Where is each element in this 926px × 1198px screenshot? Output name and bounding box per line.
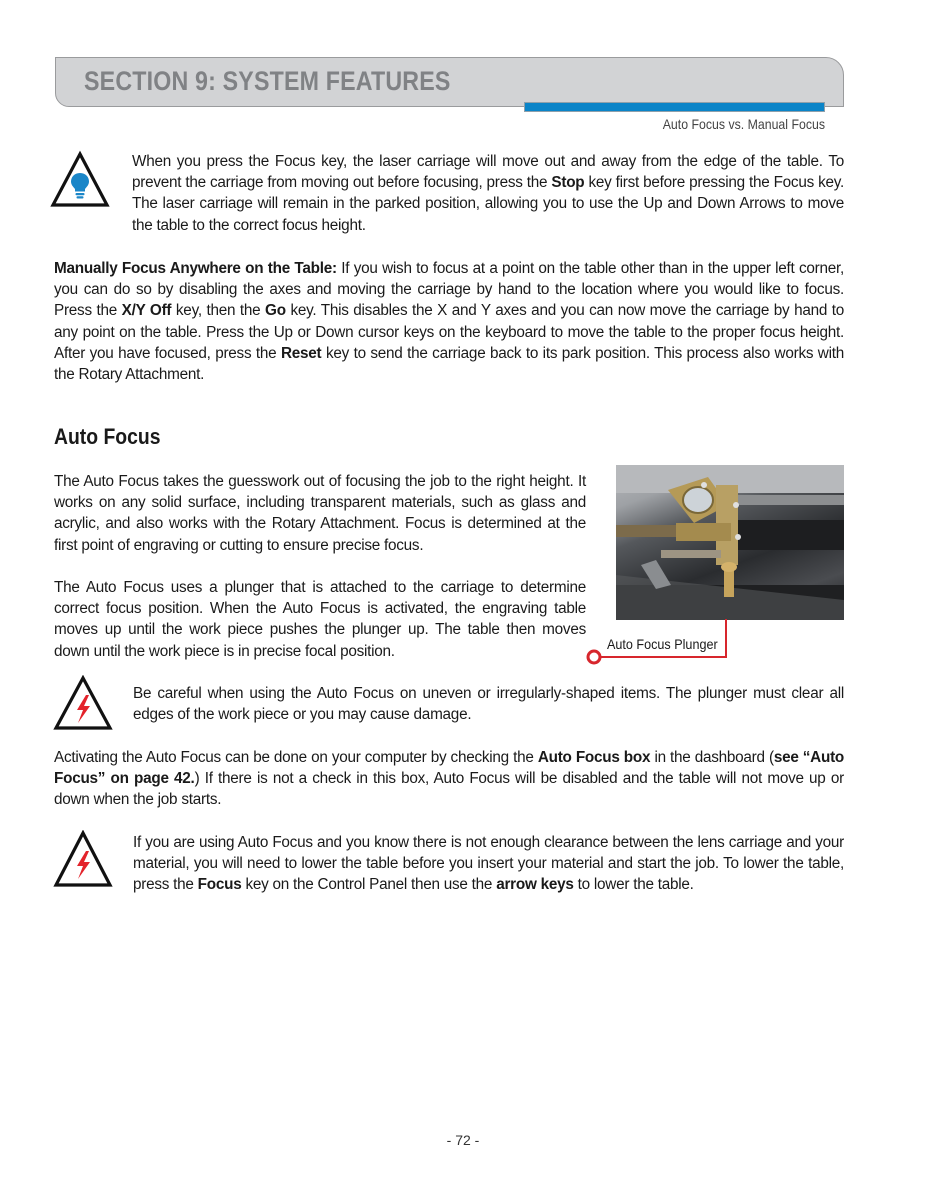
text-run: If you are using Auto Focus and you know there is not enough clearance between the lens carriage and your material, you will need to lower the table before you insert your material and start the job. To lower the table, press the xyxy=(133,834,844,894)
bold-term: Manually Focus Anywhere on the Table: xyxy=(54,260,337,277)
auto-focus-carriage-photo xyxy=(616,465,844,620)
text-run: key, then the xyxy=(171,302,266,320)
text-run: If you wish to focus at a point on the table other than in the upper left corner, you can do so by disabling the axes and moving the carriage by hand to the location where you would like to focus. Press the xyxy=(54,260,844,320)
section-subtitle: Auto Focus vs. Manual Focus xyxy=(662,116,825,132)
page-number: - 72 - xyxy=(446,1132,480,1148)
text-run: key on the Control Panel then use the xyxy=(241,876,497,894)
section-title: SECTION 9: SYSTEM FEATURES xyxy=(84,66,451,96)
warning-uneven-items-text: Be careful when using the Auto Focus on uneven or irregularly-shaped items. The plunger must clear all edges of the work piece or you may cause damage. xyxy=(133,685,844,724)
auto-focus-plunger-label: Auto Focus Plunger xyxy=(607,636,718,652)
auto-focus-paragraph-2: The Auto Focus uses a plunger that is attached to the carriage to determine correct focus position. When the Auto Focus is activated, the engraving table moves up until the work piece pushes the plunger up. The table then moves down until the work piece is in precise focal position. xyxy=(54,579,586,660)
auto-focus-heading: Auto Focus xyxy=(54,424,161,449)
manual-focus-paragraph xyxy=(54,258,844,385)
bold-term: X/Y Off xyxy=(121,302,172,320)
text-run: key first before pressing the Focus key. The laser carriage will remain in the parked position, allowing you to use the Up and Down Arrows to move the table to the correct focus height. xyxy=(132,174,844,234)
auto-focus-paragraph-1: The Auto Focus takes the guesswork out of focusing the job to the right height. It works on any solid surface, including transparent materials, such as glass and acrylic, and also works with the Rotary Attachment. Focus is determined at the first point of engraving or cutting to ensure precise focus. xyxy=(54,473,586,554)
electrical-hazard-icon xyxy=(53,675,113,731)
bold-term: see “Auto Focus” on page 42. xyxy=(54,749,845,788)
bold-term: Reset xyxy=(280,344,322,362)
text-run: key to send the carriage back to its park position. This process also works with the Rotary Attachment. xyxy=(54,344,844,384)
bold-term: Go xyxy=(265,302,286,320)
text-run: ) If there is not a check in this box, Auto Focus will be disabled and the table will not move up or down when the job starts. xyxy=(54,770,844,809)
bold-term: Stop xyxy=(551,174,585,192)
lightbulb-warning-icon xyxy=(50,150,110,206)
activating-auto-focus-paragraph xyxy=(54,747,844,811)
text-run: When you press the Focus key, the laser carriage will move out and away from the edge of the table. To prevent the carriage from moving out before focusing, press the xyxy=(132,153,844,192)
text-run: key. This disables the X and Y axes and you can now move the carriage by hand to any point on the table. Press the Up or Down cursor keys on the keyboard to move the table to the proper focus height. After you have focused, press the xyxy=(54,302,844,362)
accent-bar xyxy=(524,102,825,112)
text-run: Activating the Auto Focus can be done on your computer by checking the xyxy=(54,749,538,766)
electrical-hazard-icon xyxy=(53,830,113,886)
bold-term: arrow keys xyxy=(496,876,574,894)
text-run: to lower the table. xyxy=(573,876,694,894)
warning-lower-table-text xyxy=(133,832,844,896)
bold-term: Focus xyxy=(197,876,242,894)
tip-note-text xyxy=(132,151,844,236)
bold-term: Auto Focus box xyxy=(537,749,651,766)
text-run: in the dashboard ( xyxy=(650,749,774,766)
